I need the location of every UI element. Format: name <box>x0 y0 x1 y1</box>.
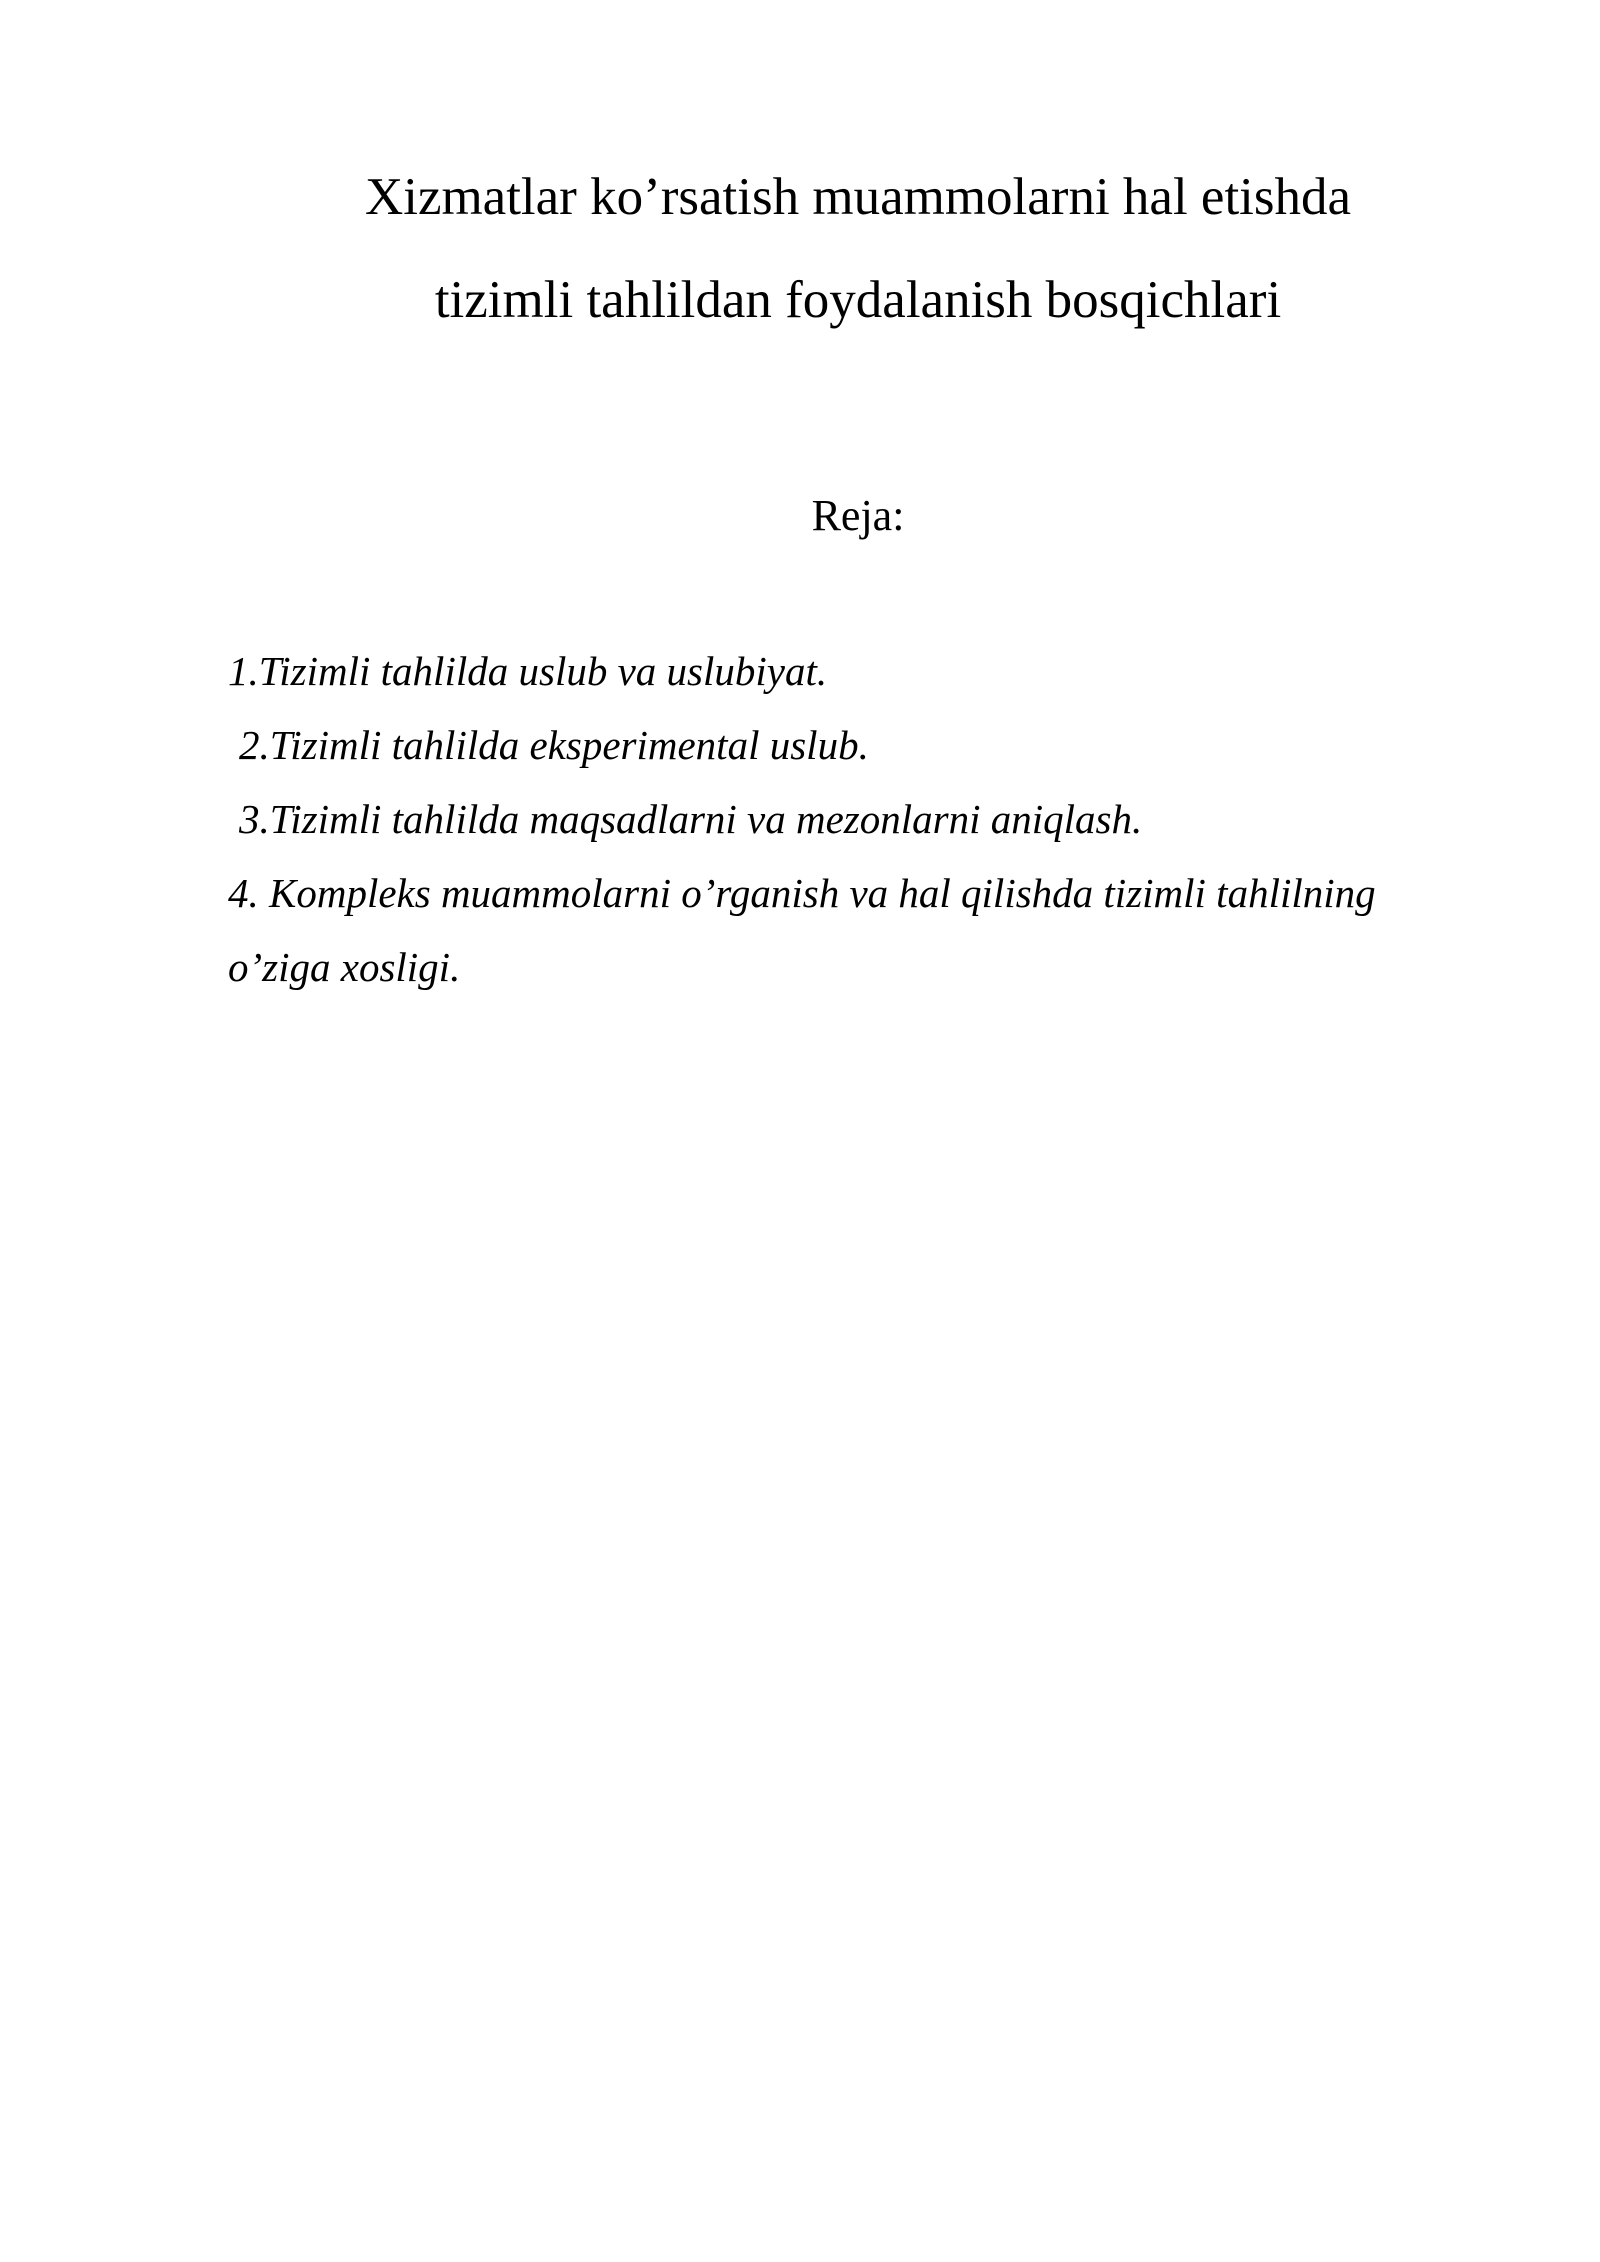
plan-list <box>228 634 1488 1004</box>
title-line-1: Xizmatlar ko’rsatish muammolarni hal etishda <box>364 168 1352 226</box>
plan-item-4-continuation: o’ziga xosligi. <box>228 944 461 990</box>
plan-item-1: 1.Tizimli tahlilda uslub va uslubiyat. <box>228 648 828 694</box>
title-line-2: tizimli tahlildan foydalanish bosqichlari <box>434 271 1282 329</box>
document-title <box>228 146 1488 352</box>
plan-item-3: 3.Tizimli tahlilda maqsadlarni va mezonlarni aniqlash. <box>239 796 1143 842</box>
plan-heading: Reja: <box>811 491 905 540</box>
plan-item-2: 2.Tizimli tahlilda eksperimental uslub. <box>239 722 869 768</box>
plan-item-4: 4. Kompleks muammolarni o’rganish va hal qilishda tizimli tahlilning <box>228 870 1376 916</box>
